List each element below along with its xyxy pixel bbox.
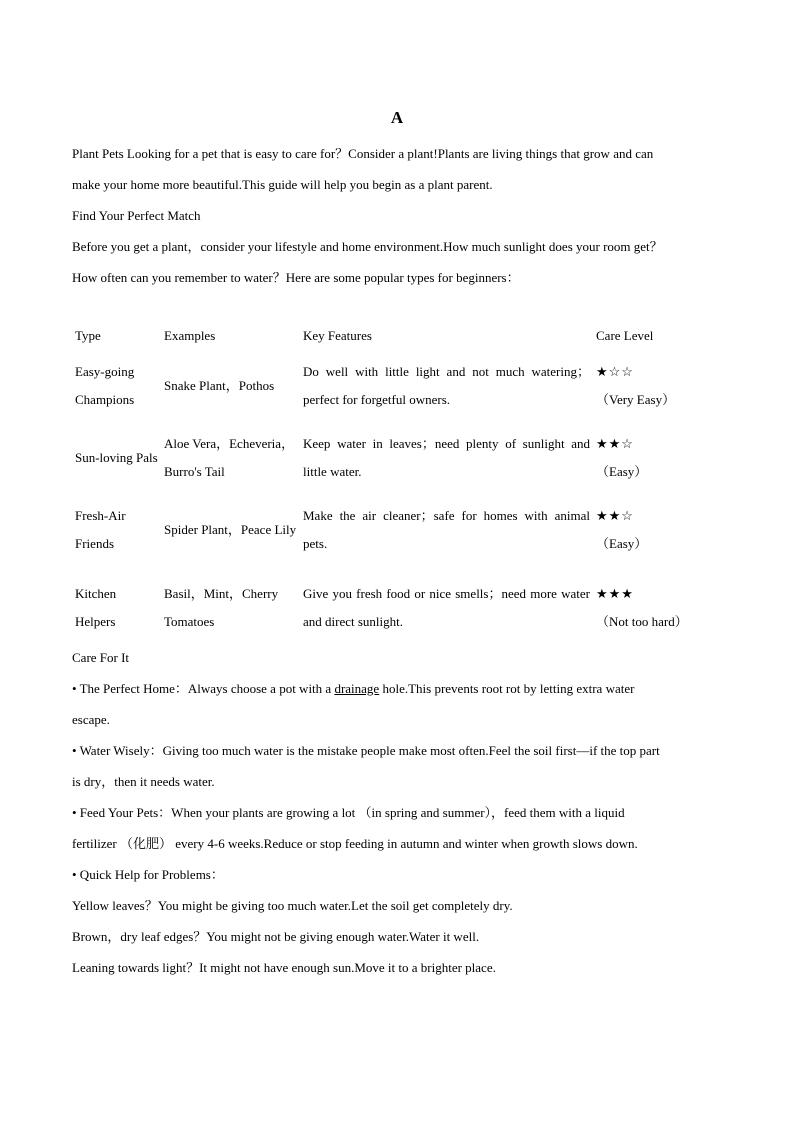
plant-types-table xyxy=(72,322,712,650)
header-type: Type xyxy=(75,328,101,343)
tip-quick-help: • Quick Help for Problems： xyxy=(72,867,224,882)
cell-features: Do well with little light and not much watering；perfect for forgetful owners. xyxy=(303,364,590,407)
cell-care-level xyxy=(593,494,712,566)
header-key-features: Key Features xyxy=(303,328,372,343)
cell-care-level xyxy=(593,422,712,494)
header-examples: Examples xyxy=(164,328,216,343)
page-title: A xyxy=(390,108,404,127)
care-level-label: （Easy） xyxy=(596,464,648,479)
cell-features: Keep water in leaves；need plenty of sunlight and little water. xyxy=(303,436,590,479)
care-level-label: （Very Easy） xyxy=(596,392,676,407)
tip1-text-before: • The Perfect Home：Always choose a pot with a xyxy=(72,681,335,696)
tip-water-wisely: • Water Wisely：Giving too much water is the mistake people make most often.Feel the soil first—if the top part xyxy=(72,743,660,758)
table-row xyxy=(72,566,712,650)
cell-type: Kitchen Helpers xyxy=(75,586,117,629)
cell-care-level xyxy=(593,350,712,422)
cell-examples: Spider Plant，Peace Lily xyxy=(164,522,297,537)
star-rating-icon: ★★★ xyxy=(596,586,634,601)
cell-care-level xyxy=(593,566,712,650)
tip-perfect-home xyxy=(72,673,722,704)
cell-features: Make the air cleaner；safe for homes with animal pets. xyxy=(303,508,590,551)
table-header-row xyxy=(72,322,712,350)
intro-line-1: Plant Pets Looking for a pet that is easy to care for？Consider a plant!Plants are living things that grow and can xyxy=(72,146,654,161)
tip-perfect-home-continued: escape. xyxy=(72,712,110,727)
tip-water-wisely-continued: is dry，then it needs water. xyxy=(72,774,215,789)
section-heading-care: Care For It xyxy=(72,650,130,665)
care-level-label: （Not too hard） xyxy=(596,614,688,629)
care-section xyxy=(72,642,722,983)
problem-brown-edges: Brown，dry leaf edges？You might not be giving enough water.Water it well. xyxy=(72,929,480,944)
intro-paragraph xyxy=(72,138,722,293)
cell-type: Sun-loving Pals xyxy=(75,450,158,465)
table-row xyxy=(72,422,712,494)
cell-examples: Aloe Vera，Echeveria，Burro's Tail xyxy=(164,436,295,479)
star-rating-icon: ★★☆ xyxy=(596,436,634,451)
cell-features: Give you fresh food or nice smells；need more water and direct sunlight. xyxy=(303,586,590,629)
cell-type: Easy-going Champions xyxy=(75,364,135,407)
cell-examples: Basil，Mint，Cherry Tomatoes xyxy=(164,586,279,629)
problem-yellow-leaves: Yellow leaves？You might be giving too much water.Let the soil get completely dry. xyxy=(72,898,513,913)
tip-feed-pets: • Feed Your Pets：When your plants are growing a lot （in spring and summer），feed them with a liquid xyxy=(72,805,625,820)
table-row xyxy=(72,350,712,422)
section1-line-2: How often can you remember to water？Here are some popular types for beginners： xyxy=(72,270,520,285)
care-level-label: （Easy） xyxy=(596,536,648,551)
tip1-text-after: hole.This prevents root rot by letting extra water xyxy=(379,681,635,696)
tip-feed-pets-continued: fertilizer （化肥） every 4-6 weeks.Reduce or stop feeding in autumn and winter when growth slows down. xyxy=(72,836,638,851)
header-care-level: Care Level xyxy=(596,328,654,343)
table-row xyxy=(72,494,712,566)
cell-type: Fresh-Air Friends xyxy=(75,508,126,551)
problem-leaning: Leaning towards light？It might not have enough sun.Move it to a brighter place. xyxy=(72,960,496,975)
cell-examples: Snake Plant，Pothos xyxy=(164,378,275,393)
section-heading-match: Find Your Perfect Match xyxy=(72,208,201,223)
section1-line-1: Before you get a plant，consider your lifestyle and home environment.How much sunlight does your room get？ xyxy=(72,239,663,254)
star-rating-icon: ★★☆ xyxy=(596,508,634,523)
drainage-term: drainage xyxy=(334,681,380,696)
intro-line-2: make your home more beautiful.This guide will help you begin as a plant parent. xyxy=(72,177,493,192)
star-rating-icon: ★☆☆ xyxy=(596,364,634,379)
